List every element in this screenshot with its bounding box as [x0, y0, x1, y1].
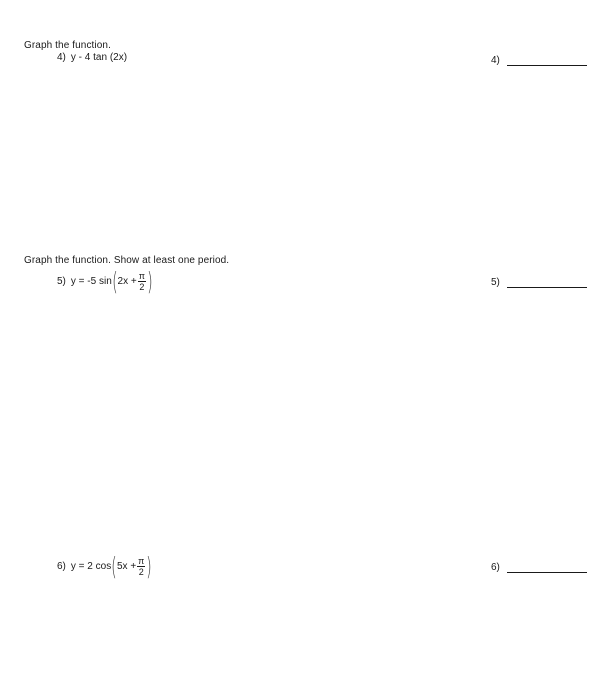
answer-label: 6) — [491, 562, 500, 573]
fraction-denominator: 2 — [139, 282, 145, 292]
left-paren: ( — [111, 551, 117, 581]
answer-label: 5) — [491, 277, 500, 288]
problem-number: 6) — [57, 561, 66, 572]
problem-6 — [57, 551, 152, 581]
answer-label: 4) — [491, 55, 500, 66]
answer-blank-6[interactable] — [491, 562, 587, 573]
problem-inner: 2x + — [117, 276, 137, 287]
answer-line[interactable] — [507, 64, 587, 66]
fraction — [137, 556, 145, 577]
answer-blank-4[interactable] — [491, 55, 587, 66]
answer-blank-5[interactable] — [491, 277, 587, 288]
problem-number: 4) — [57, 52, 66, 63]
problem-expression: y - 4 tan (2x) — [70, 52, 128, 63]
answer-line[interactable] — [507, 571, 587, 573]
problem-inner: 5x + — [116, 561, 137, 572]
answer-line[interactable] — [507, 286, 587, 288]
instruction-graph-function-period: Graph the function. Show at least one period. — [24, 255, 230, 266]
problem-5 — [57, 266, 153, 296]
problem-4 — [57, 52, 127, 63]
right-paren: ) — [147, 266, 153, 296]
right-paren: ) — [146, 551, 152, 581]
fraction — [138, 271, 146, 292]
left-paren: ( — [111, 266, 118, 296]
fraction-denominator: 2 — [138, 567, 144, 577]
instruction-graph-function: Graph the function. — [24, 40, 111, 51]
fraction-numerator: π — [138, 556, 145, 566]
problem-prefix: y = -5 sin — [70, 276, 112, 287]
problem-prefix: y = 2 cos — [70, 561, 112, 572]
fraction-numerator: π — [138, 271, 145, 281]
problem-number: 5) — [57, 276, 66, 287]
